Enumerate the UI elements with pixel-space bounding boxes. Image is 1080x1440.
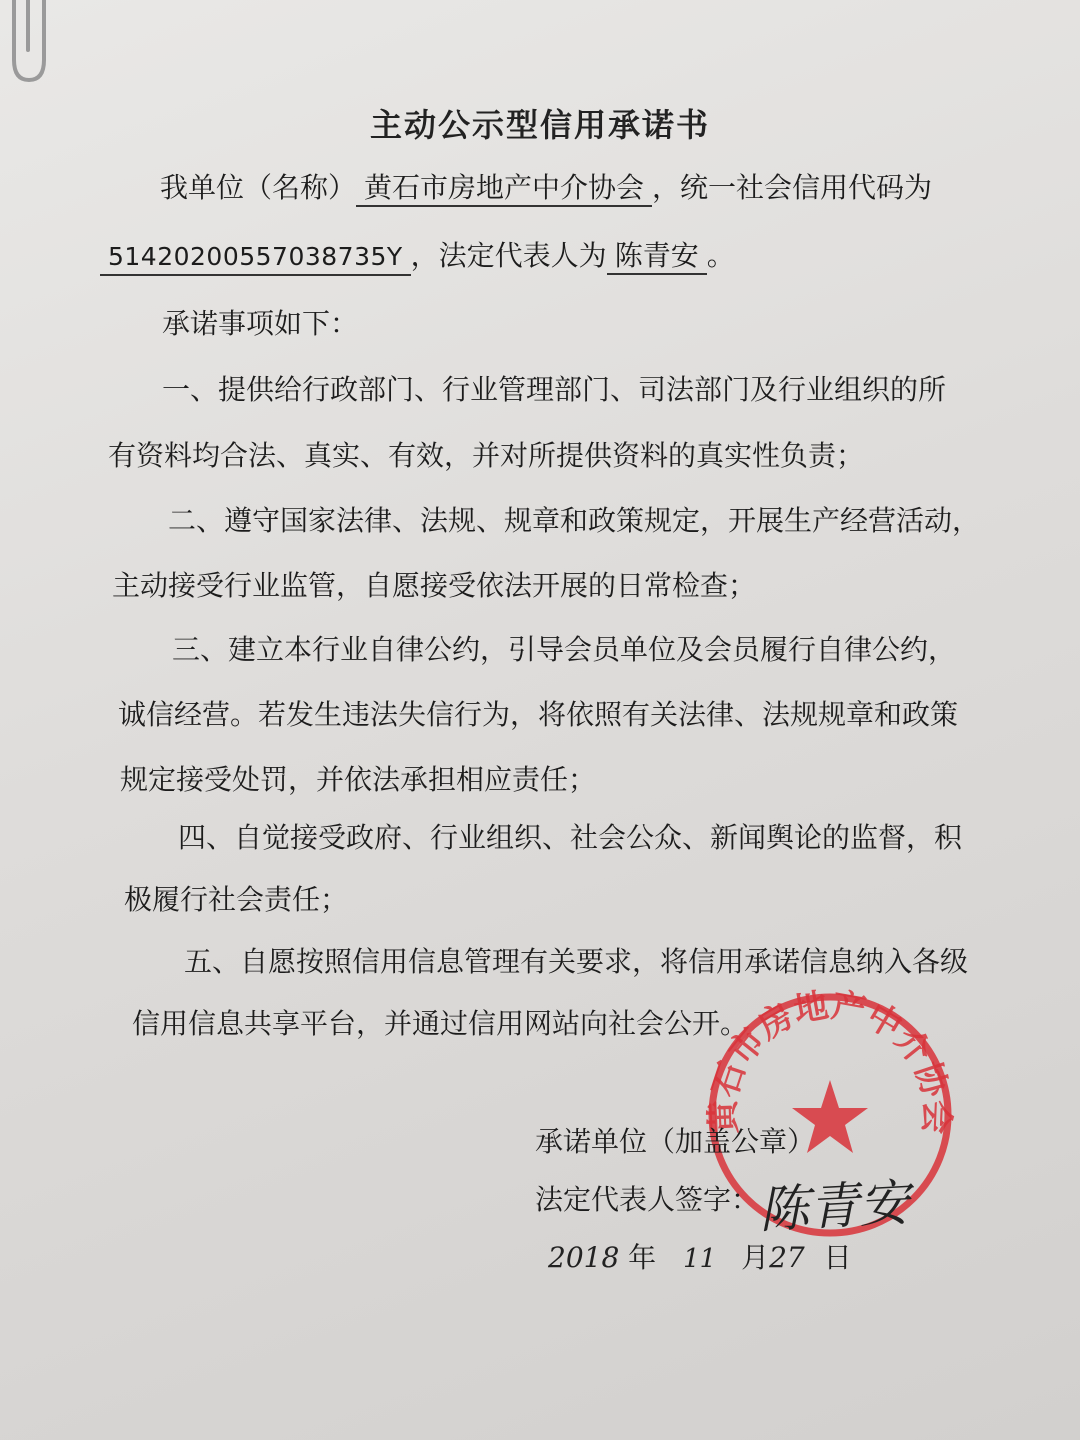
intro-prefix: 我单位（名称） — [160, 171, 357, 204]
month-label: 月 — [741, 1241, 770, 1274]
item-line-5: 三、建立本行业自律公约，引导会员单位及会员履行自律公约， — [172, 633, 957, 666]
document-title: 主动公示型信用承诺书 — [369, 106, 710, 144]
seal-text: 黄石市房地产中介协会 — [703, 985, 957, 1135]
signature-text: 陈青安 — [757, 1173, 911, 1240]
intro-line-1 — [160, 170, 932, 207]
intro-suffix: ，统一社会信用代码为 — [652, 171, 933, 204]
unit-label: 承诺单位（加盖公章） — [535, 1125, 816, 1158]
rep-label: 法定代表人签字： — [535, 1183, 760, 1216]
date-year: 2018 — [548, 1241, 620, 1274]
commitments-heading: 承诺事项如下： — [162, 307, 359, 340]
item-line-4: 主动接受行业监管，自愿接受依法开展的日常检查； — [112, 569, 757, 602]
intro-mid: ，法定代表人为 — [410, 239, 607, 272]
intro-end: 。 — [706, 239, 735, 272]
year-label: 年 — [628, 1241, 657, 1274]
item-line-8: 四、自觉接受政府、行业组织、社会公众、新闻舆论的监督，积 — [178, 821, 963, 854]
legal-rep: 陈青安 — [607, 239, 707, 275]
org-name: 黄石市房地产中介协会 — [356, 171, 652, 207]
item-line-3: 二、遵守国家法律、法规、规章和政策规定，开展生产经营活动， — [168, 504, 981, 537]
signature — [755, 1165, 950, 1245]
credit-code: 51420200557038735Y — [100, 240, 411, 276]
date-month: 11 — [683, 1244, 717, 1274]
item-line-11: 信用信息共享平台，并通过信用网站向社会公开。 — [132, 1007, 749, 1040]
date-day: 27 — [769, 1241, 805, 1274]
item-line-6: 诚信经营。若发生违法失信行为，将依照有关法律、法规规章和政策 — [118, 698, 959, 731]
paperclip — [0, 0, 64, 90]
item-line-9: 极履行社会责任； — [124, 883, 349, 916]
date-line — [548, 1240, 852, 1277]
item-line-1: 一、提供给行政部门、行业管理部门、司法部门及行业组织的所 — [162, 373, 947, 406]
item-line-2: 有资料均合法、真实、有效，并对所提供资料的真实性负责； — [108, 439, 865, 472]
item-line-10: 五、自愿按照信用信息管理有关要求，将信用承诺信息纳入各级 — [184, 945, 969, 978]
intro-line-2 — [100, 238, 735, 276]
day-label: 日 — [823, 1241, 852, 1274]
item-line-7: 规定接受处罚，并依法承担相应责任； — [120, 763, 597, 796]
